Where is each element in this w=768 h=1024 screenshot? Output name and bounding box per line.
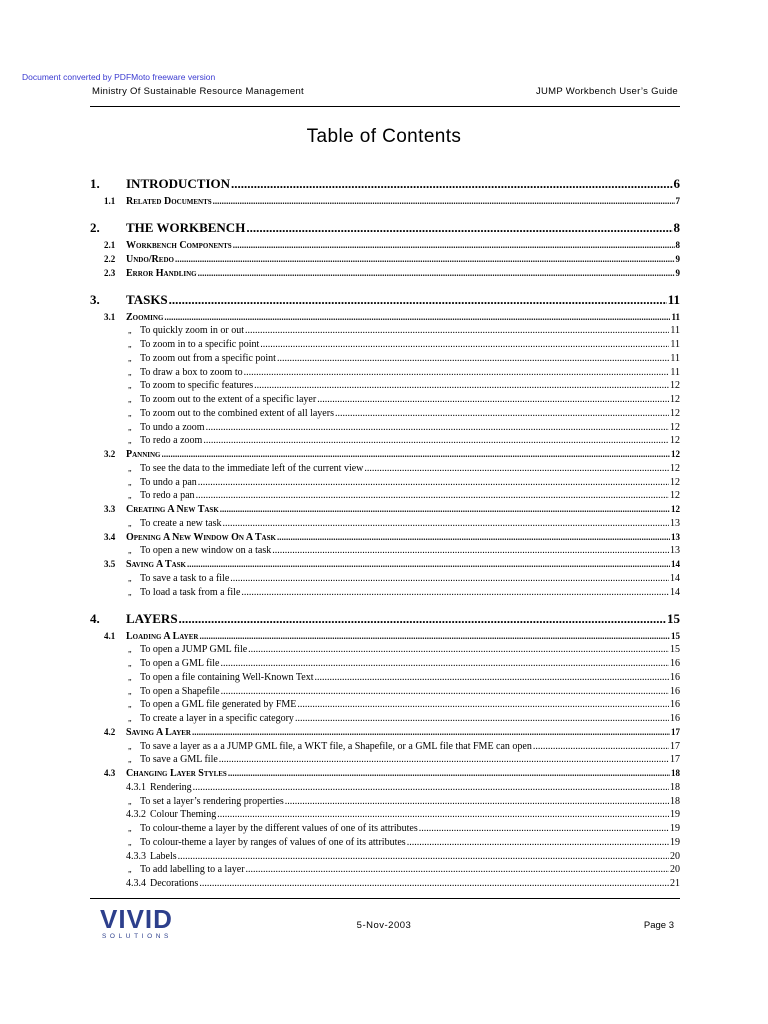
toc-entry-number: 4.3.4: [126, 878, 146, 889]
toc-entry-title: Loading A Layer: [126, 630, 199, 642]
toc-leader-dots: [315, 672, 670, 683]
toc-leader-dots: [533, 741, 669, 752]
toc-entry[interactable]: [90, 312, 680, 323]
toc-entry[interactable]: [90, 878, 680, 889]
toc-entry-title: To undo a zoom: [140, 421, 205, 433]
toc-entry-title: To quickly zoom in or out: [140, 325, 245, 337]
footer-page-number: Page 3: [643, 920, 674, 931]
toc-leader-dots: [220, 504, 670, 514]
toc-entry[interactable]: [90, 545, 680, 556]
toc-entry-page: 11: [670, 339, 680, 350]
toc-leader-dots: [193, 782, 669, 793]
toc-entry-page: 7: [675, 196, 680, 206]
toc-leader-dots: [217, 809, 669, 820]
toc-entry-title: Error Handling: [126, 267, 197, 279]
toc-entry-page: 14: [670, 586, 680, 598]
toc-entry[interactable]: [90, 518, 680, 529]
toc-entry[interactable]: [90, 408, 680, 419]
toc-entry-number: „: [128, 367, 132, 377]
toc-entry[interactable]: [90, 394, 680, 405]
toc-entry-page: 8: [673, 220, 680, 235]
toc-entry-number: 3.: [90, 291, 100, 307]
toc-entry[interactable]: [90, 686, 680, 697]
toc-entry-title: TASKS: [126, 291, 168, 307]
toc-entry[interactable]: [90, 754, 680, 765]
logo-wordmark: VIVID: [100, 904, 173, 934]
toc-entry[interactable]: [90, 823, 680, 834]
toc-entry-title: To redo a zoom: [140, 435, 203, 447]
toc-leader-dots: [196, 490, 669, 501]
toc-entry-page: 17: [670, 740, 680, 752]
toc-leader-dots: [241, 587, 669, 598]
toc-entry[interactable]: [90, 435, 680, 446]
toc-leader-dots: [199, 878, 669, 889]
toc-leader-dots: [260, 339, 669, 350]
toc-entry-page: 11: [667, 291, 680, 307]
toc-entry-title: Undo/Redo: [126, 253, 174, 265]
toc-entry-number: „: [128, 755, 132, 765]
toc-entry-number: 2.2: [104, 253, 116, 264]
toc-leader-dots: [233, 240, 675, 250]
toc-entry-title: To open a Shapefile: [140, 685, 220, 697]
toc-entry-title: INTRODUCTION: [126, 176, 231, 191]
toc-entry[interactable]: [90, 768, 680, 779]
toc-leader-dots: [335, 408, 669, 419]
toc-entry-number: „: [128, 865, 132, 875]
toc-leader-dots: [219, 754, 669, 765]
toc-leader-dots: [419, 823, 669, 834]
toc-entry-title: To draw a box to zoom to: [140, 366, 243, 378]
toc-entry-number: „: [128, 659, 132, 668]
footer-date: 5-Nov-2003: [356, 920, 412, 931]
header-rule: [90, 106, 680, 107]
toc-leader-dots: [199, 631, 670, 641]
toc-entry-page: 16: [670, 699, 680, 711]
toc-entry-title: To create a new task: [140, 517, 222, 529]
toc-entry[interactable]: [90, 325, 680, 336]
toc-entry-page: 18: [671, 768, 680, 778]
toc-entry-number: „: [128, 587, 132, 597]
toc-leader-dots: [220, 658, 669, 669]
toc-entry-title: Saving A Task: [126, 559, 186, 570]
toc-entry-number: 3.5: [104, 559, 116, 569]
toc-entry-number: 2.1: [104, 240, 116, 250]
toc-entry-page: 20: [670, 850, 680, 862]
toc-entry-page: 16: [670, 685, 680, 697]
toc-entry-title: Creating A New Task: [126, 504, 219, 515]
toc-leader-dots: [407, 837, 669, 848]
toc-entry[interactable]: [90, 631, 680, 642]
toc-leader-dots: [272, 545, 669, 556]
toc-entry-title: To set a layer’s rendering properties: [140, 795, 284, 807]
toc-entry-number: 4.3.3: [126, 850, 146, 862]
toc-entry[interactable]: [90, 837, 680, 848]
toc-entry-page: 11: [670, 325, 680, 337]
toc-entry-title: To colour-theme a layer by ranges of values of one of its attributes: [140, 836, 406, 848]
toc-entry[interactable]: [90, 380, 680, 391]
toc-entry-title: Labels: [150, 850, 177, 862]
toc-leader-dots: [254, 380, 669, 391]
toc-entry-page: 19: [670, 823, 680, 834]
toc-entry[interactable]: [90, 713, 680, 724]
toc-entry-number: 2.3: [104, 267, 116, 278]
toc-leader-dots: [277, 532, 670, 542]
toc-leader-dots: [175, 254, 675, 264]
toc-entry-title: To zoom in to a specific point: [140, 339, 260, 350]
toc-leader-dots: [295, 713, 669, 724]
toc-entry[interactable]: [90, 573, 680, 584]
toc-entry-number: „: [128, 686, 132, 696]
toc-leader-dots: [162, 449, 671, 459]
toc-entry-title: To open a JUMP GML file: [140, 644, 248, 656]
toc-entry-number: 4.3.2: [126, 809, 146, 821]
toc-leader-dots: [244, 367, 670, 378]
toc-leader-dots: [179, 611, 666, 627]
toc-entry[interactable]: [90, 699, 680, 710]
toc-entry[interactable]: [90, 220, 680, 236]
toc-leader-dots: [246, 220, 672, 236]
toc-entry-title: To zoom to specific features: [140, 380, 254, 392]
toc-leader-dots: [246, 864, 669, 875]
toc-entry-title: To save a GML file: [140, 754, 218, 766]
toc-entry-page: 13: [671, 531, 680, 542]
toc-entry[interactable]: [90, 864, 680, 875]
toc-entry-number: „: [128, 381, 132, 391]
toc-leader-dots: [222, 518, 669, 529]
toc-entry[interactable]: [90, 658, 680, 669]
toc-entry-number: „: [128, 463, 132, 473]
toc-entry-page: 6: [673, 176, 680, 191]
toc-entry[interactable]: [90, 611, 680, 627]
toc-entry-number: 3.3: [104, 504, 116, 514]
toc-leader-dots: [213, 196, 675, 206]
toc-entry-title: Opening A New Window On A Task: [126, 531, 276, 543]
toc-entry-title: To zoom out from a specific point: [140, 352, 276, 364]
toc-leader-dots: [206, 422, 669, 433]
toc-leader-dots: [285, 796, 669, 807]
toc-entry[interactable]: [90, 422, 680, 433]
toc-entry-number: 3.4: [104, 531, 116, 542]
toc-entry-title: Workbench Components: [126, 240, 232, 251]
toc-entry-page: 21: [670, 878, 680, 889]
toc-entry-number: 4.2: [104, 726, 116, 737]
toc-leader-dots: [192, 727, 670, 737]
toc-entry-number: „: [128, 700, 132, 710]
toc-entry-title: To open a new window on a task: [140, 545, 272, 557]
header-organization: Ministry Of Sustainable Resource Management: [92, 86, 304, 97]
toc-entry-page: 12: [670, 476, 680, 488]
toc-leader-dots: [230, 573, 669, 584]
toc-entry-number: 1.: [90, 176, 100, 191]
toc-entry-title: Zooming: [126, 311, 164, 323]
toc-leader-dots: [187, 559, 670, 569]
toc-leader-dots: [198, 477, 669, 488]
toc-entry-page: 16: [670, 658, 680, 669]
page-title: Table of Contents: [306, 126, 462, 147]
toc-entry[interactable]: [90, 196, 680, 207]
toc-entry-page: 12: [670, 490, 680, 502]
toc-entry[interactable]: [90, 176, 680, 192]
toc-entry-title: THE WORKBENCH: [126, 220, 246, 235]
toc-entry-page: 12: [671, 504, 680, 514]
toc-entry-page: 14: [671, 559, 680, 569]
toc-entry-title: To undo a pan: [140, 476, 197, 488]
toc-entry-number: „: [128, 796, 132, 806]
toc-entry-title: Rendering: [150, 781, 192, 793]
toc-entry-page: 11: [670, 352, 680, 364]
toc-entry-page: 15: [667, 610, 680, 626]
footer-rule: [90, 898, 680, 899]
header-document-title: JUMP Workbench User’s Guide: [535, 86, 678, 97]
toc-entry-title: To create a layer in a specific category: [140, 713, 294, 724]
toc-entry-title: Colour Theming: [150, 809, 217, 821]
toc-entry-page: 12: [670, 421, 680, 433]
toc-entry-page: 15: [670, 644, 680, 656]
toc-entry-number: 1.1: [104, 196, 116, 206]
toc-leader-dots: [317, 394, 669, 405]
toc-leader-dots: [245, 325, 669, 336]
toc-entry-number: „: [128, 353, 132, 363]
toc-entry-number: „: [128, 837, 132, 847]
toc-leader-dots: [169, 292, 667, 308]
toc-entry-title: Decorations: [150, 878, 199, 889]
toc-entry[interactable]: [90, 254, 680, 265]
toc-entry[interactable]: [90, 353, 680, 364]
toc-entry-page: 15: [671, 630, 680, 641]
toc-entry-page: 8: [675, 240, 680, 250]
toc-entry-page: 9: [675, 267, 680, 278]
toc-entry[interactable]: [90, 809, 680, 820]
toc-entry[interactable]: [90, 504, 680, 515]
toc-entry[interactable]: [90, 782, 680, 793]
toc-leader-dots: [277, 353, 669, 364]
toc-entry-page: 16: [670, 671, 680, 683]
toc-entry-page: 18: [670, 781, 680, 793]
toc-entry[interactable]: [90, 339, 680, 350]
toc-entry-page: 19: [670, 836, 680, 848]
toc-entry-page: 17: [670, 754, 680, 766]
toc-entry-number: „: [128, 491, 132, 501]
toc-entry-number: 4.3: [104, 768, 116, 778]
toc-entry-number: „: [128, 741, 132, 751]
toc-entry-number: „: [128, 408, 132, 418]
toc-entry-page: 11: [671, 311, 680, 322]
toc-entry[interactable]: [90, 292, 680, 308]
logo-subtitle: SOLUTIONS: [102, 933, 172, 940]
toc-entry-number: „: [128, 422, 132, 432]
toc-entry-page: 19: [670, 809, 680, 821]
toc-entry[interactable]: [90, 741, 680, 752]
toc-entry[interactable]: [90, 587, 680, 598]
converter-banner: Document converted by PDFMoto freeware version: [22, 72, 216, 82]
toc-entry-title: Panning: [126, 449, 161, 460]
toc-entry-title: To see the data to the immediate left of the current view: [140, 462, 364, 474]
toc-entry[interactable]: [90, 449, 680, 460]
toc-entry-page: 12: [670, 380, 680, 392]
toc-leader-dots: [297, 699, 669, 710]
toc-entry-title: To colour-theme a layer by the different values of one of its attributes: [140, 823, 418, 834]
toc-leader-dots: [198, 268, 675, 278]
toc-entry-number: „: [128, 672, 132, 682]
toc-entry-title: To save a layer as a a JUMP GML file, a WKT file, a Shapefile, or a GML file that FME can open: [140, 740, 532, 752]
toc-entry-page: 20: [670, 864, 680, 876]
toc-leader-dots: [203, 435, 669, 446]
toc-entry-title: Saving A Layer: [126, 726, 191, 738]
toc-entry[interactable]: [90, 367, 680, 378]
toc-entry-page: 13: [670, 517, 680, 529]
toc-entry-number: „: [128, 340, 132, 349]
toc-entry-page: 13: [670, 545, 680, 557]
toc-entry[interactable]: [90, 532, 680, 543]
toc-entry-page: 12: [670, 407, 680, 419]
toc-entry[interactable]: [90, 240, 680, 251]
toc-entry-title: To redo a pan: [140, 490, 195, 502]
toc-entry-title: To open a GML file generated by FME: [140, 699, 297, 711]
toc-entry-page: 12: [670, 435, 680, 447]
toc-entry-page: 12: [670, 462, 680, 474]
toc-entry-number: 3.2: [104, 449, 116, 459]
toc-entry-page: 14: [670, 572, 680, 584]
toc-entry-number: „: [128, 518, 132, 528]
toc-entry[interactable]: [90, 477, 680, 488]
toc-leader-dots: [248, 644, 669, 655]
toc-entry-page: 11: [670, 366, 680, 378]
toc-entry-page: 16: [670, 713, 680, 724]
toc-entry-number: 4.3.1: [126, 781, 146, 793]
toc-entry-number: „: [128, 395, 132, 404]
toc-entry-page: 9: [675, 253, 680, 264]
toc-entry-title: Changing Layer Styles: [126, 768, 227, 779]
toc-entry-number: 2.: [90, 220, 100, 235]
toc-entry-page: 17: [671, 726, 680, 737]
toc-entry-title: To save a task to a file: [140, 572, 230, 584]
toc-entry-number: „: [128, 546, 132, 556]
toc-entry-number: „: [128, 326, 132, 336]
toc-entry-number: „: [128, 714, 132, 723]
toc-entry-title: To load a task from a file: [140, 586, 241, 598]
toc-entry[interactable]: [90, 851, 680, 862]
toc-entry[interactable]: [90, 268, 680, 279]
toc-entry-page: 12: [671, 449, 680, 459]
toc-entry-title: To add labelling to a layer: [140, 864, 245, 876]
toc-leader-dots: [228, 768, 670, 778]
toc-leader-dots: [178, 851, 669, 862]
toc-entry-number: „: [128, 573, 132, 583]
toc-entry-number: „: [128, 477, 132, 487]
toc-entry-number: 3.1: [104, 311, 116, 322]
toc-entry[interactable]: [90, 463, 680, 474]
toc-entry-number: „: [128, 824, 132, 833]
toc-entry[interactable]: [90, 796, 680, 807]
toc-entry-number: 4.1: [104, 630, 116, 641]
toc-entry[interactable]: [90, 727, 680, 738]
toc-leader-dots: [231, 176, 672, 192]
toc-entry-number: „: [128, 436, 132, 446]
toc-entry-title: To zoom out to the extent of a specific layer: [140, 394, 317, 405]
toc-entry-title: To open a GML file: [140, 658, 220, 669]
toc-entry[interactable]: [90, 559, 680, 570]
toc-entry-page: 18: [670, 795, 680, 807]
toc-entry-title: Related Documents: [126, 196, 212, 207]
toc-entry-number: „: [128, 645, 132, 655]
toc-entry-title: To zoom out to the combined extent of all layers: [140, 407, 334, 419]
toc-leader-dots: [364, 463, 669, 474]
toc-entry-page: 12: [670, 394, 680, 405]
toc-entry-title: To open a file containing Well-Known Text: [140, 671, 314, 683]
toc-leader-dots: [164, 312, 670, 322]
toc-entry[interactable]: [90, 644, 680, 655]
toc-entry[interactable]: [90, 672, 680, 683]
toc-leader-dots: [221, 686, 669, 697]
toc-entry[interactable]: [90, 490, 680, 501]
toc-entry-title: LAYERS: [126, 610, 178, 626]
toc-entry-number: 4.: [90, 610, 100, 626]
